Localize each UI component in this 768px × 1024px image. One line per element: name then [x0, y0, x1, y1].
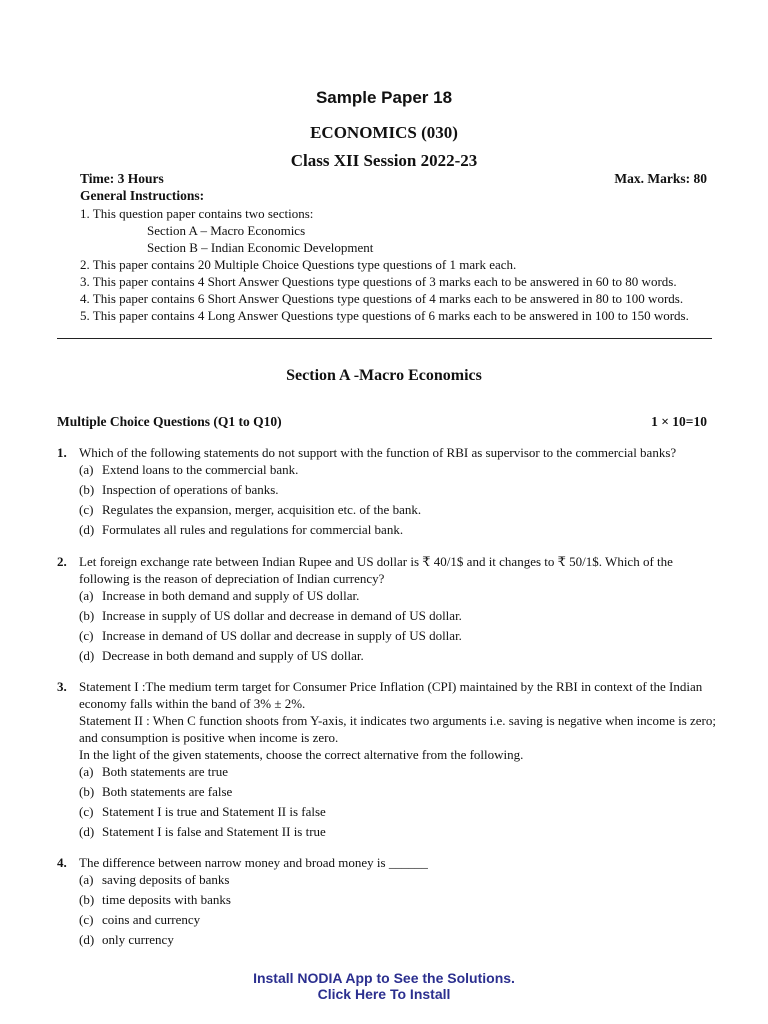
mcq-marks: 1 × 10=10 — [651, 414, 707, 429]
question-1 — [57, 444, 717, 538]
instruction-item: 5. This paper contains 4 Long Answer Questions type questions of 6 marks each to be answered in 100 to 150 words. — [80, 308, 689, 323]
option-text: Inspection of operations of banks. — [102, 482, 279, 497]
option-text: Decrease in both demand and supply of US dollar. — [102, 648, 364, 663]
option — [79, 871, 717, 888]
option-label: (a) — [79, 872, 94, 887]
option — [79, 481, 717, 498]
question-number: 4. — [57, 855, 67, 870]
session-title: Class XII Session 2022-23 — [290, 151, 478, 170]
option-text: Increase in supply of US dollar and decrease in demand of US dollar. — [102, 608, 462, 623]
option — [79, 823, 717, 840]
question-number: 2. — [57, 554, 67, 569]
question-text: In the light of the given statements, choose the correct alternative from the following. — [79, 747, 524, 762]
option-text: Increase in demand of US dollar and decrease in supply of US dollar. — [102, 628, 462, 643]
option-text: time deposits with banks — [102, 892, 231, 907]
option-label: (d) — [79, 932, 95, 947]
option-text: only currency — [102, 932, 174, 947]
option — [79, 763, 717, 780]
option — [79, 627, 717, 644]
option — [79, 931, 717, 948]
question-number: 1. — [57, 445, 67, 460]
option-label: (a) — [79, 588, 94, 603]
option-text: coins and currency — [102, 912, 201, 927]
instruction-subitem: Section B – Indian Economic Development — [147, 240, 374, 255]
install-banner[interactable] — [0, 970, 768, 1002]
paper-title: Sample Paper 18 — [315, 88, 453, 107]
question-4 — [57, 854, 717, 948]
option-label: (b) — [79, 784, 95, 799]
time-label: Time: 3 Hours — [80, 171, 164, 186]
option — [79, 607, 717, 624]
option-label: (a) — [79, 462, 94, 477]
question-2 — [57, 553, 717, 664]
option-label: (d) — [79, 824, 95, 839]
option-label: (a) — [79, 764, 94, 779]
question-text: Which of the following statements do not support with the function of RBI as supervisor to the commercial banks? — [79, 445, 677, 460]
option-text: Formulates all rules and regulations for commercial bank. — [102, 522, 404, 537]
option — [79, 803, 717, 820]
subject-title: ECONOMICS (030) — [310, 123, 458, 142]
option — [79, 587, 717, 604]
meta-row — [80, 171, 707, 187]
divider-line — [57, 338, 712, 339]
option-text: Statement I is true and Statement II is false — [102, 804, 326, 819]
question-number: 3. — [57, 679, 67, 694]
option-text: Statement I is false and Statement II is true — [102, 824, 326, 839]
option-text: Increase in both demand and supply of US dollar. — [102, 588, 360, 603]
option — [79, 501, 717, 518]
install-app-link[interactable]: Install NODIA App to See the Solutions. — [253, 970, 515, 986]
mcq-heading: Multiple Choice Questions (Q1 to Q10) — [57, 414, 282, 429]
question-body — [79, 553, 717, 664]
option-label: (b) — [79, 892, 95, 907]
option — [79, 783, 717, 800]
section-title: Section A -Macro Economics — [286, 367, 482, 384]
max-marks-label: Max. Marks: 80 — [614, 171, 707, 186]
instruction-item: 1. This question paper contains two sections: — [80, 206, 314, 221]
question-body — [79, 678, 717, 840]
question-text: Statement I :The medium term target for Consumer Price Inflation (CPI) maintained by the RBI in context of the Indian economy falls within the band of 3% ± 2%. — [79, 679, 703, 711]
instruction-item: 4. This paper contains 6 Short Answer Questions type questions of 4 marks each to be answered in 80 to 100 words. — [80, 291, 684, 306]
option-label: (c) — [79, 804, 94, 819]
mcq-heading-row — [57, 414, 707, 430]
option-label: (b) — [79, 608, 95, 623]
question-text: Let foreign exchange rate between Indian Rupee and US dollar is ₹ 40/1$ and it changes to ₹ 50/1$. Which of the following is the reason of depreciation of Indian currency? — [79, 554, 673, 586]
option-label: (c) — [79, 502, 94, 517]
question-body — [79, 854, 717, 948]
option-text: Extend loans to the commercial bank. — [102, 462, 299, 477]
option-text: Both statements are false — [102, 784, 233, 799]
question-text: The difference between narrow money and broad money is ______ — [79, 855, 428, 870]
option-text: Both statements are true — [102, 764, 228, 779]
option-label: (d) — [79, 648, 95, 663]
instruction-item: 3. This paper contains 4 Short Answer Questions type questions of 3 marks each to be answered in 60 to 80 words. — [80, 274, 677, 289]
option-label: (d) — [79, 522, 95, 537]
question-text: Statement II : When C function shoots from Y-axis, it indicates two arguments i.e. saving is negative when income is zero; and consumption is positive when income is zero. — [79, 713, 716, 745]
instruction-item: 2. This paper contains 20 Multiple Choice Questions type questions of 1 mark each. — [80, 257, 517, 272]
option — [79, 891, 717, 908]
option-label: (c) — [79, 628, 94, 643]
option — [79, 521, 717, 538]
instructions-heading: General Instructions: — [80, 188, 205, 203]
option-text: Regulates the expansion, merger, acquisition etc. of the bank. — [102, 502, 422, 517]
option — [79, 911, 717, 928]
option — [79, 461, 717, 478]
option-text: saving deposits of banks — [102, 872, 230, 887]
option-label: (b) — [79, 482, 95, 497]
question-3 — [57, 678, 717, 840]
option — [79, 647, 717, 664]
option-label: (c) — [79, 912, 94, 927]
instruction-subitem: Section A – Macro Economics — [147, 223, 306, 238]
question-body — [79, 444, 717, 538]
click-to-install-link[interactable]: Click Here To Install — [317, 986, 451, 1002]
instructions-list — [80, 205, 720, 324]
